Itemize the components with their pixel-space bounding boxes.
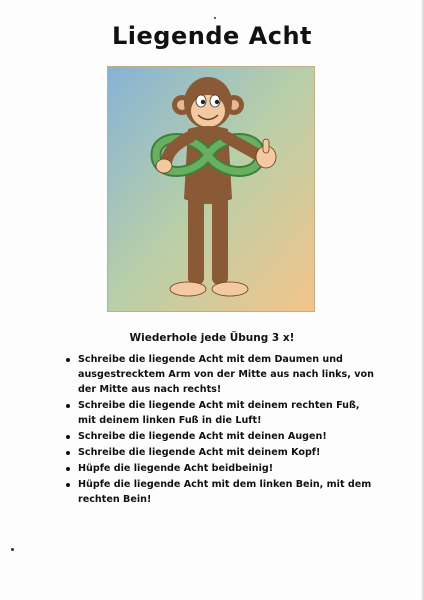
list-item: Schreibe die liegende Acht mit dem Daumen und ausgestrecktem Arm von der Mitte aus nach links, von der Mitte aus nach rechts!: [64, 352, 374, 397]
list-item: Hüpfe die liegende Acht mit dem linken Bein, mit dem rechten Bein!: [64, 477, 374, 507]
list-item: Schreibe die liegende Acht mit deinem rechten Fuß, mit deinem linken Fuß in die Luft!: [64, 398, 374, 428]
page-title: Liegende Acht: [111, 22, 312, 50]
monkey-figure-eight-image: [108, 67, 314, 311]
list-item: Schreibe die liegende Acht mit deinem Kopf!: [64, 445, 374, 460]
list-item: Hüpfe die liegende Acht beidbeinig!: [64, 461, 374, 476]
exercise-list: [64, 352, 374, 508]
scan-speck: [214, 17, 216, 19]
monkey-illustration: [107, 66, 315, 312]
instruction-text: Wiederhole jede Übung 3 x!: [129, 332, 295, 344]
scan-speck: [11, 548, 14, 551]
list-item: Schreibe die liegende Acht mit deinen Augen!: [64, 429, 374, 444]
